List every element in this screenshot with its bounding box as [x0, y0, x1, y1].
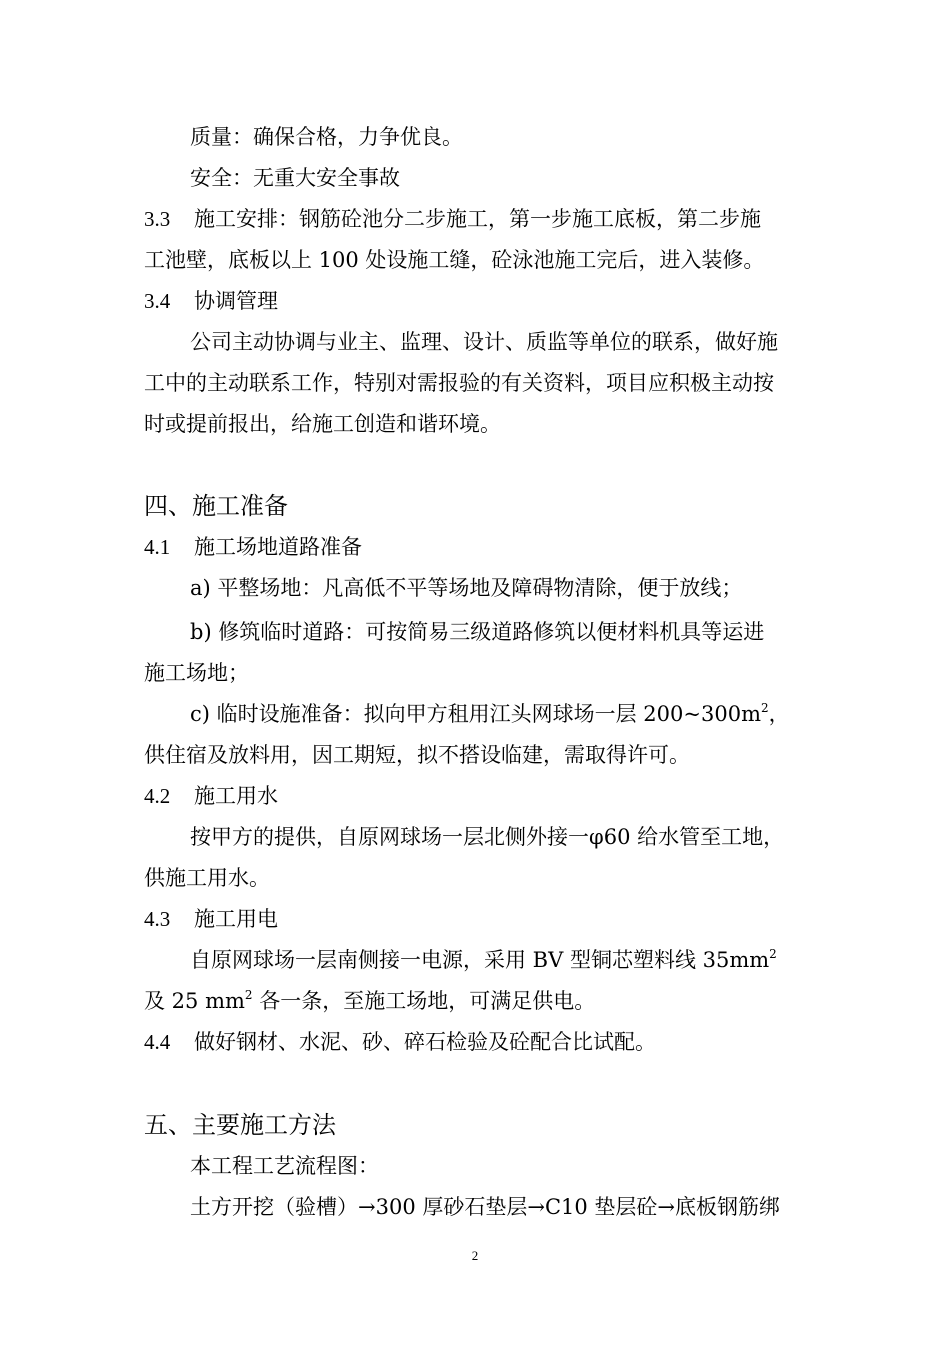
text-line	[190, 945, 810, 975]
text-run: 各一条，至施工场地，可满足供电。	[252, 989, 596, 1013]
list-item-a: a) 平整场地：凡高低不平等场地及障碍物清除，便于放线；	[190, 576, 743, 600]
text-run: c) 临时设施准备：拟向甲方租用江头网球场一层 200~300m	[190, 702, 761, 726]
text-line: 工中的主动联系工作，特别对需报验的有关资料，项目应积极主动按	[144, 371, 774, 395]
section-number: 4.1	[144, 535, 171, 559]
chapter-heading-5: 五、主要施工方法	[144, 1111, 336, 1139]
section-4-3	[144, 904, 810, 934]
text-line: 质量：确保合格，力争优良。	[190, 125, 463, 149]
superscript: 2	[760, 701, 769, 715]
section-4-2	[144, 781, 810, 811]
superscript: 2	[244, 988, 253, 1002]
list-item-b: b) 修筑临时道路：可按简易三级道路修筑以便材料机具等运进	[190, 620, 765, 644]
section-text: 协调管理	[194, 289, 278, 313]
text-line: 本工程工艺流程图：	[190, 1154, 379, 1178]
section-number: 4.2	[144, 784, 171, 808]
section-3-3	[144, 204, 810, 234]
section-number: 3.4	[144, 289, 171, 313]
text-line: 工池壁，底板以上 100 处设施工缝，砼泳池施工完后，进入装修。	[144, 248, 765, 272]
text-run: ，	[768, 702, 790, 726]
text-line: 公司主动协调与业主、监理、设计、质监等单位的联系，做好施	[190, 330, 778, 354]
text-line: 供施工用水。	[144, 866, 270, 890]
section-text: 施工用水	[194, 784, 278, 808]
section-number: 3.3	[144, 207, 171, 231]
section-4-1	[144, 532, 810, 562]
section-text: 施工安排：钢筋砼池分二步施工，第一步施工底板，第二步施	[194, 207, 761, 231]
text-line: 供住宿及放料用，因工期短，拟不搭设临建，需取得许可。	[144, 743, 690, 767]
text-run: 自原网球场一层南侧接一电源，采用 BV 型铜芯塑料线 35mm	[190, 948, 770, 972]
chapter-heading-4: 四、施工准备	[144, 492, 288, 520]
text-run: 及 25 mm	[144, 989, 245, 1013]
section-text: 施工用电	[194, 907, 278, 931]
text-line	[144, 986, 810, 1016]
text-line: 施工场地；	[144, 661, 249, 685]
section-number: 4.3	[144, 907, 171, 931]
section-4-4	[144, 1027, 810, 1057]
list-item-c	[190, 699, 810, 729]
section-3-4	[144, 286, 810, 316]
text-line: 安全：无重大安全事故	[190, 166, 400, 190]
process-flow-line: 土方开挖（验槽）→300 厚砂石垫层→C10 垫层砼→底板钢筋绑	[190, 1195, 781, 1219]
section-text: 做好钢材、水泥、砂、碎石检验及砼配合比试配。	[194, 1030, 656, 1054]
text-line: 按甲方的提供，自原网球场一层北侧外接一φ60 给水管至工地，	[190, 825, 785, 849]
section-text: 施工场地道路准备	[194, 535, 362, 559]
superscript: 2	[769, 947, 777, 961]
page-number: 2	[471, 1248, 479, 1263]
text-line: 时或提前报出，给施工创造和谐环境。	[144, 412, 501, 436]
section-number: 4.4	[144, 1030, 171, 1054]
